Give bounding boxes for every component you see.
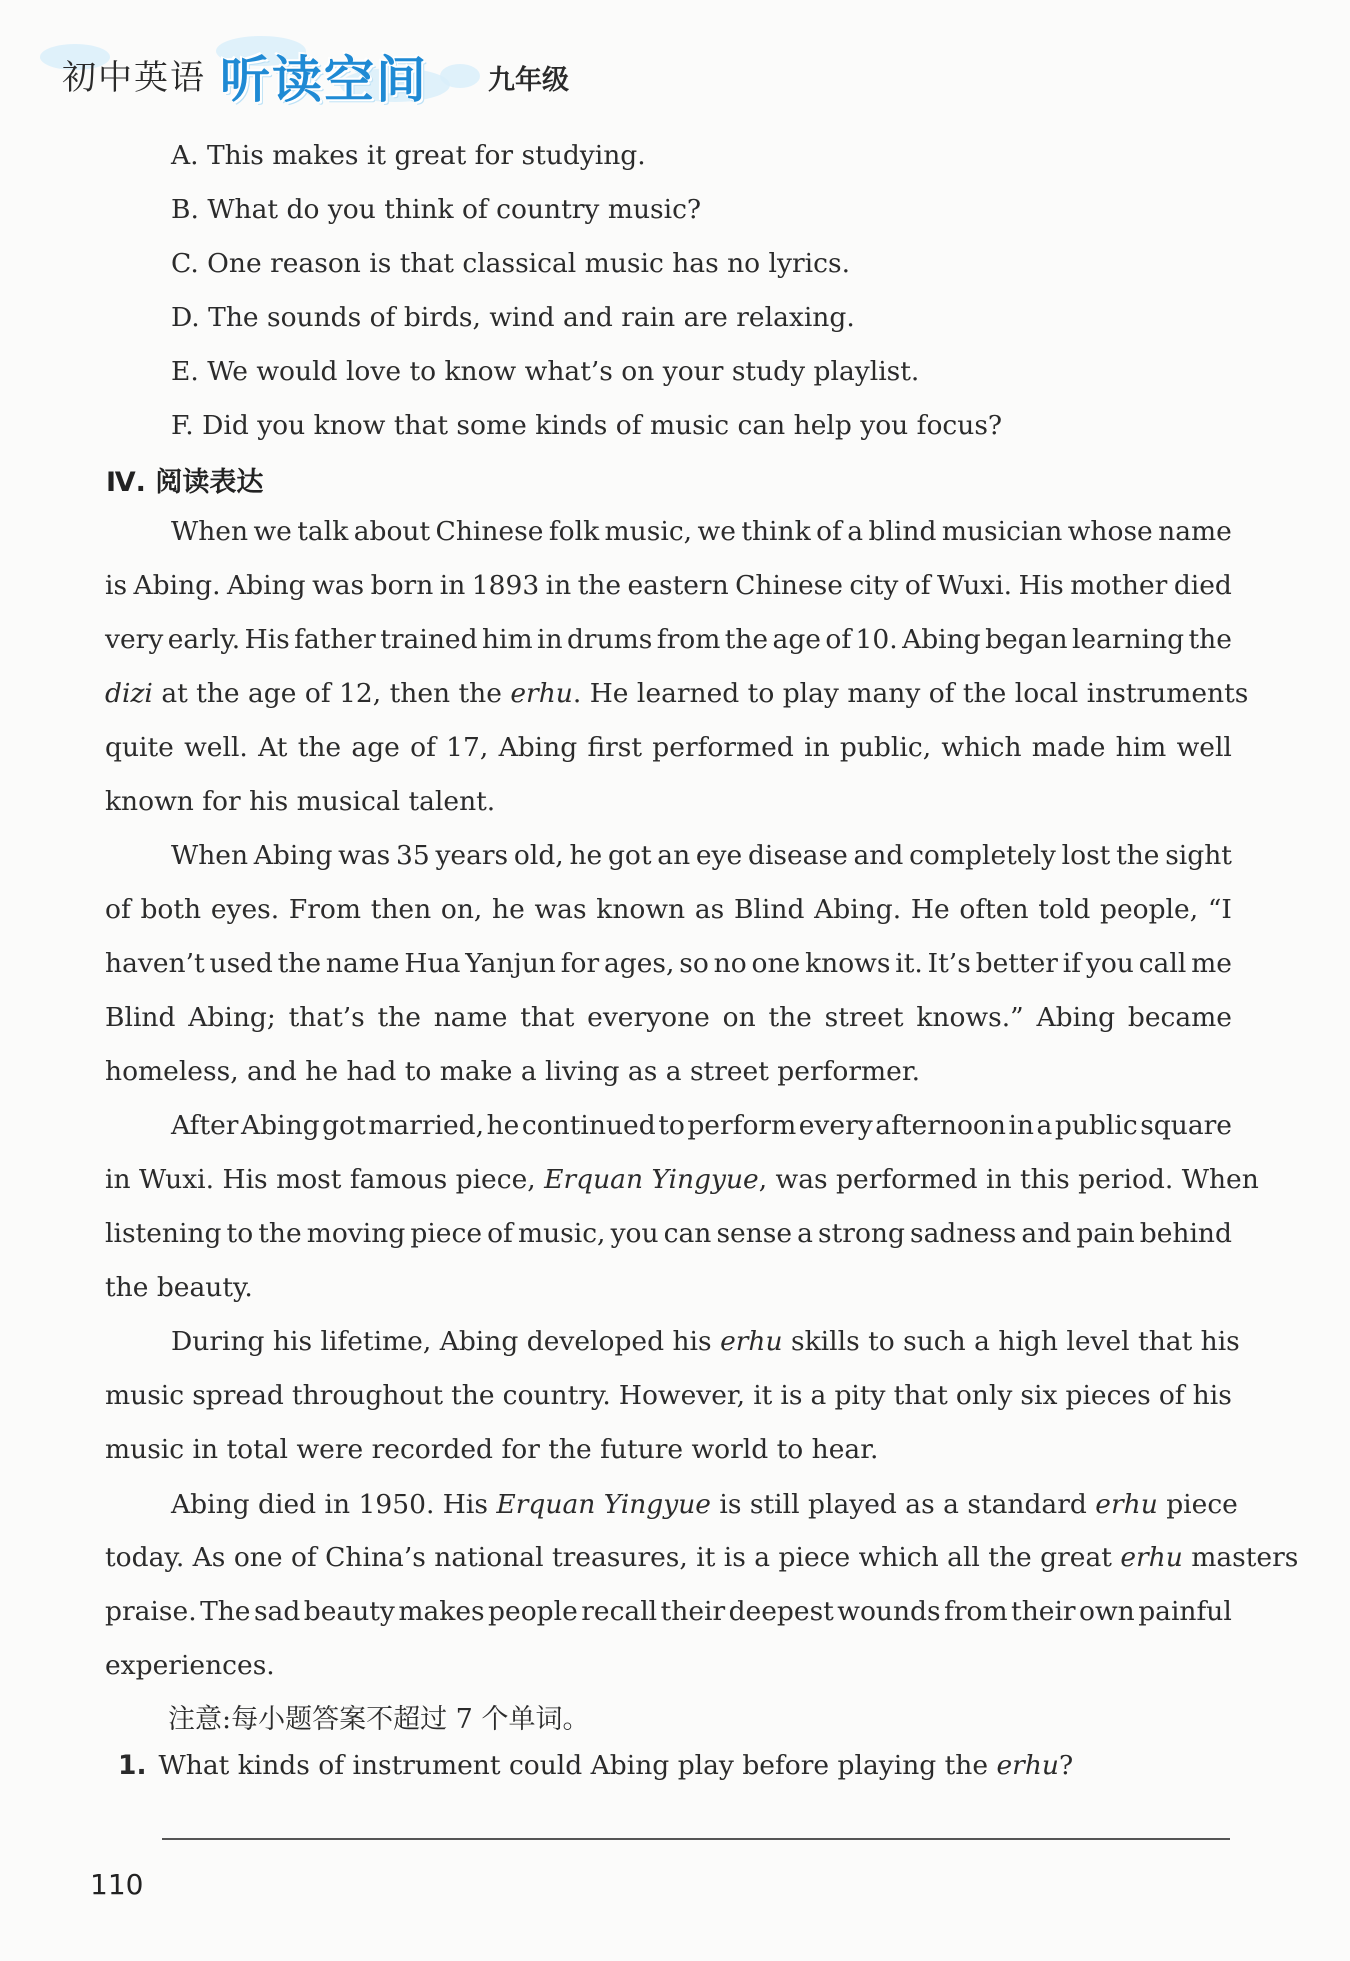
- word: From: [288, 894, 362, 925]
- word: so: [679, 948, 709, 979]
- word: 17,: [446, 732, 489, 763]
- word: six: [1020, 1380, 1058, 1411]
- word: quite: [105, 732, 174, 763]
- word: of: [825, 624, 852, 655]
- word: own: [1079, 1596, 1135, 1627]
- word: strong: [818, 1218, 905, 1249]
- word: everyone: [587, 1002, 710, 1033]
- word: very: [105, 624, 164, 655]
- word: him: [1115, 732, 1167, 763]
- word: pity: [834, 1380, 886, 1411]
- word: moving: [306, 1218, 406, 1249]
- word: the: [1116, 840, 1160, 871]
- word: He: [910, 894, 950, 925]
- word: can: [663, 1218, 712, 1249]
- word: city: [849, 570, 899, 601]
- word: better: [975, 948, 1058, 979]
- word: “I: [1207, 894, 1232, 925]
- word: for: [560, 948, 600, 979]
- word: well: [1176, 732, 1232, 763]
- word: Abing: [1036, 1002, 1116, 1033]
- word: their: [660, 1596, 726, 1627]
- cloud-decoration: [440, 64, 480, 88]
- paragraph-line: music in total were recorded for the future world to hear.: [105, 1434, 879, 1465]
- word: beauty: [303, 1596, 395, 1627]
- word: pain: [1076, 1218, 1135, 1249]
- title-erquan-yingyue: Erquan Yingyue: [544, 1164, 759, 1195]
- word: a: [1036, 1110, 1053, 1141]
- word: on: [722, 1002, 756, 1033]
- word: sad: [253, 1596, 301, 1627]
- word: became: [1127, 1002, 1232, 1033]
- word: his: [1192, 1380, 1232, 1411]
- option-f: F. Did you know that some kinds of music can help you focus?: [171, 410, 1003, 441]
- word: that: [893, 1380, 948, 1411]
- paragraph-line: [105, 731, 1232, 765]
- word: in: [1008, 1110, 1034, 1141]
- word: in: [537, 624, 563, 655]
- option-c: C. One reason is that classical music has no lyrics.: [171, 248, 851, 279]
- question-number: 1.: [118, 1750, 147, 1781]
- word: a: [810, 1380, 827, 1411]
- word: early.: [167, 624, 241, 655]
- word: was: [534, 894, 587, 925]
- option-a: A. This makes it great for studying.: [171, 140, 646, 171]
- word: in: [439, 570, 466, 601]
- word: used: [209, 948, 273, 979]
- word: that: [520, 1002, 575, 1033]
- word: afternoon: [875, 1110, 1006, 1141]
- word: Wuxi.: [937, 570, 1013, 601]
- word: Hua: [404, 948, 461, 979]
- word: painful: [1138, 1596, 1232, 1627]
- word: it: [753, 1380, 773, 1411]
- word: began: [985, 624, 1068, 655]
- option-b: B. What do you think of country music?: [171, 194, 702, 225]
- word: the: [577, 570, 622, 601]
- word: haven’t: [105, 948, 205, 979]
- word: When: [171, 840, 249, 871]
- word: name: [325, 948, 400, 979]
- word: Abing;: [188, 1002, 276, 1033]
- word: we: [253, 516, 292, 547]
- word: old,: [513, 840, 564, 871]
- word: and: [853, 840, 904, 871]
- word: died: [1173, 570, 1232, 601]
- word: deepest: [728, 1596, 834, 1627]
- word: public,: [839, 732, 932, 763]
- question-1: 1. What kinds of instrument could Abing play before playing the erhu?: [118, 1750, 1074, 1781]
- word: At: [258, 732, 288, 763]
- term-erhu: erhu: [720, 1326, 783, 1357]
- word: their: [1011, 1596, 1076, 1627]
- word: call: [1138, 948, 1187, 979]
- word: of: [410, 732, 436, 763]
- word: often: [959, 894, 1029, 925]
- word: an: [657, 840, 691, 871]
- word: about: [353, 516, 431, 547]
- word: then: [370, 894, 432, 925]
- paragraph-line: [105, 623, 1232, 657]
- word: spread: [192, 1380, 284, 1411]
- word: knows.”: [916, 1002, 1024, 1033]
- word: perform: [687, 1110, 797, 1141]
- word: of: [487, 1218, 513, 1249]
- word: However,: [618, 1380, 746, 1411]
- word: as: [694, 894, 725, 925]
- instruction-note: 注意:每小题答案不超过 7 个单词。: [168, 1704, 590, 1735]
- word: well.: [184, 732, 248, 763]
- paragraph-line: [105, 1001, 1232, 1035]
- word: and: [1021, 1218, 1072, 1249]
- word: is: [105, 570, 128, 601]
- word: makes: [398, 1596, 485, 1627]
- word: musician: [941, 516, 1063, 547]
- option-e: E. We would love to know what’s on your study playlist.: [171, 356, 920, 387]
- word: Chinese: [735, 570, 843, 601]
- word: made: [1031, 732, 1106, 763]
- word: the: [451, 1380, 495, 1411]
- term-erhu: erhu: [1120, 1542, 1183, 1573]
- word: no: [713, 948, 747, 979]
- word: you: [1085, 948, 1134, 979]
- word: When: [171, 516, 249, 547]
- word: he: [569, 840, 603, 871]
- word: married,: [368, 1110, 485, 1141]
- word: square: [1140, 1110, 1232, 1141]
- word: Blind: [733, 894, 805, 925]
- word: he: [486, 1110, 520, 1141]
- word: continued: [521, 1110, 656, 1141]
- word: piece: [410, 1218, 483, 1249]
- series-title: 初中英语: [62, 58, 206, 98]
- word: trained: [380, 624, 478, 655]
- word: of: [1158, 1380, 1185, 1411]
- word: the: [297, 732, 342, 763]
- paragraph-line: [105, 893, 1232, 927]
- word: learning: [1071, 624, 1185, 655]
- word: country.: [502, 1380, 611, 1411]
- word: on,: [440, 894, 483, 925]
- word: It’s: [927, 948, 971, 979]
- word: 1893: [471, 570, 540, 601]
- paragraph-line: [105, 1595, 1232, 1629]
- answer-line[interactable]: [162, 1838, 1230, 1840]
- word: is: [780, 1380, 803, 1411]
- word: music,: [517, 1218, 606, 1249]
- word: public: [1054, 1110, 1138, 1141]
- word: sadness: [910, 1218, 1017, 1249]
- word: performed: [652, 732, 794, 763]
- word: Chinese: [435, 516, 544, 547]
- word: years: [435, 840, 509, 871]
- word: Abing: [498, 732, 578, 763]
- paragraph-line: Abing died in 1950. His Erquan Yingyue is still played as a standard erhu piece: [171, 1489, 1238, 1520]
- word: in: [545, 570, 572, 601]
- paragraph-line: experiences.: [105, 1650, 275, 1681]
- word: one: [751, 948, 801, 979]
- word: After: [171, 1110, 239, 1141]
- word: sight: [1165, 840, 1232, 871]
- word: Blind: [105, 1002, 176, 1033]
- word: to: [658, 1110, 685, 1141]
- word: Abing: [241, 1110, 320, 1141]
- word: His: [1018, 570, 1064, 601]
- word: name: [1158, 516, 1232, 547]
- word: eye: [695, 840, 743, 871]
- word: that’s: [288, 1002, 365, 1033]
- word: told: [1038, 894, 1091, 925]
- option-d: D. The sounds of birds, wind and rain are relaxing.: [171, 302, 855, 333]
- word: people: [488, 1596, 578, 1627]
- word: recall: [581, 1596, 658, 1627]
- paragraph-line: [171, 1109, 1232, 1143]
- word: the: [1188, 624, 1232, 655]
- grade-label: 九年级: [488, 65, 569, 96]
- word: praise.: [105, 1596, 197, 1627]
- word: it.: [895, 948, 923, 979]
- paragraph-line: [105, 569, 1232, 603]
- word: every: [798, 1110, 873, 1141]
- paragraph-line: today. As one of China’s national treasures, it is a piece which all the great erhu masters: [105, 1542, 1299, 1573]
- word: Abing.: [133, 570, 221, 601]
- word: street: [824, 1002, 904, 1033]
- word: drums: [566, 624, 653, 655]
- word: age: [351, 732, 400, 763]
- word: the: [768, 1002, 812, 1033]
- word: in: [804, 732, 830, 763]
- title-erquan-yingyue: Erquan Yingyue: [496, 1489, 711, 1520]
- word: you: [610, 1218, 659, 1249]
- paragraph-line: [105, 947, 1232, 981]
- word: disease: [747, 840, 848, 871]
- brand-logo-text: 听读空间: [220, 51, 428, 109]
- word: a: [847, 516, 864, 547]
- word: throughout: [291, 1380, 444, 1411]
- word: he: [492, 894, 525, 925]
- term-erhu: erhu: [510, 678, 573, 709]
- question-text: What kinds of instrument could Abing play before playing the: [158, 1750, 997, 1781]
- word: the: [724, 624, 769, 655]
- word: both: [140, 894, 202, 925]
- word: Yanjun: [465, 948, 556, 979]
- word: sense: [716, 1218, 793, 1249]
- paragraph-line: [171, 515, 1232, 549]
- page-header: [40, 26, 680, 116]
- word: first: [587, 732, 643, 763]
- word: lost: [1061, 840, 1111, 871]
- paragraph-line: dizi at the age of 12, then the erhu. He learned to play many of the local instruments: [105, 678, 1249, 709]
- word: people,: [1099, 894, 1199, 925]
- paragraph-line: During his lifetime, Abing developed his erhu skills to such a high level that his: [171, 1326, 1240, 1357]
- word: was: [338, 840, 391, 871]
- word: we: [697, 516, 736, 547]
- word: His: [244, 624, 290, 655]
- word: if: [1062, 948, 1082, 979]
- word: Abing: [253, 840, 333, 871]
- word: music,: [604, 516, 693, 547]
- word: music: [105, 1380, 185, 1411]
- word: eastern: [627, 570, 729, 601]
- word: Abing: [902, 624, 981, 655]
- word: mother: [1070, 570, 1168, 601]
- word: the: [377, 1002, 421, 1033]
- word: behind: [1139, 1218, 1232, 1249]
- page-number: 110: [90, 1868, 144, 1901]
- paragraph-line: [105, 1217, 1232, 1251]
- word: father: [294, 624, 376, 655]
- paragraph-line: in Wuxi. His most famous piece, Erquan Yingyue, was performed in this period. When: [105, 1164, 1259, 1195]
- term-dizi: dizi: [105, 678, 153, 709]
- word: blind: [868, 516, 937, 547]
- term-erhu: erhu: [1095, 1489, 1158, 1520]
- word: from: [944, 1596, 1008, 1627]
- word: of: [105, 894, 131, 925]
- word: known: [596, 894, 686, 925]
- word: Abing.: [814, 894, 902, 925]
- word: completely: [909, 840, 1056, 871]
- word: got: [322, 1110, 366, 1141]
- word: from: [656, 624, 721, 655]
- word: folk: [548, 516, 600, 547]
- word: 10.: [855, 624, 898, 655]
- paragraph-line: homeless, and he had to make a living as a street performer.: [105, 1056, 921, 1087]
- word: a: [797, 1218, 813, 1249]
- term-erhu: erhu: [996, 1750, 1059, 1781]
- word: ages,: [603, 948, 675, 979]
- word: of: [904, 570, 931, 601]
- paragraph-line: [171, 839, 1232, 873]
- word: of: [816, 516, 842, 547]
- word: talk: [297, 516, 349, 547]
- word: listening: [105, 1218, 222, 1249]
- word: was: [312, 570, 365, 601]
- word: name: [433, 1002, 508, 1033]
- word: only: [955, 1380, 1013, 1411]
- word: eyes.: [210, 894, 280, 925]
- word: whose: [1067, 516, 1153, 547]
- word: age: [772, 624, 821, 655]
- word: got: [607, 840, 652, 871]
- word: think: [741, 516, 811, 547]
- word: Abing: [227, 570, 306, 601]
- paragraph-line: known for his musical talent.: [105, 786, 496, 817]
- word: to: [226, 1218, 254, 1249]
- paragraph-line: [105, 1379, 1232, 1413]
- paragraph-line: the beauty.: [105, 1272, 253, 1303]
- word: which: [941, 732, 1022, 763]
- word: The: [200, 1596, 251, 1627]
- word: me: [1191, 948, 1232, 979]
- word: wounds: [837, 1596, 941, 1627]
- word: the: [258, 1218, 302, 1249]
- section-title: Ⅳ. 阅读表达: [106, 467, 264, 498]
- word: born: [370, 570, 434, 601]
- word: him: [481, 624, 533, 655]
- word: the: [277, 948, 322, 979]
- word: 35: [395, 840, 430, 871]
- word: pieces: [1065, 1380, 1151, 1411]
- word: knows: [805, 948, 891, 979]
